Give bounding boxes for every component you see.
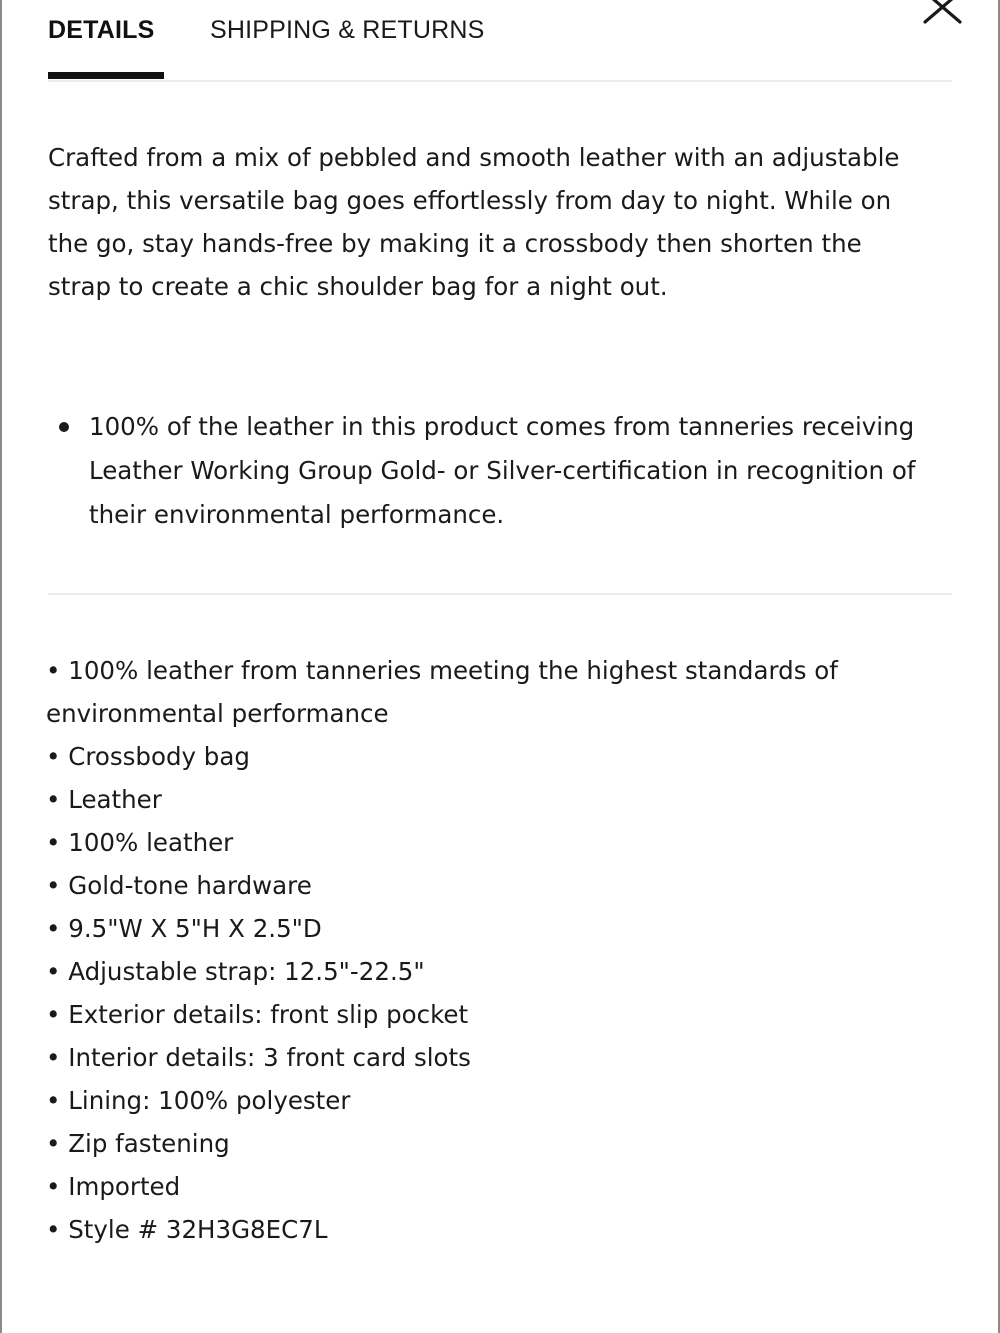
bullet-icon [59, 422, 69, 432]
spec-item: • Exterior details: front slip pocket [46, 1000, 469, 1029]
highlight-text: 100% of the leather in this product comes from tanneries receiving Leather Working Group Gold- or Silver-certification in recognition of their environmental performance. [89, 412, 916, 529]
tab-shipping-returns[interactable]: SHIPPING & RETURNS [210, 16, 485, 44]
spec-item: • Crossbody bag [46, 742, 250, 771]
spec-item: • Gold-tone hardware [46, 871, 312, 900]
product-description: Crafted from a mix of pebbled and smooth leather with an adjustable strap, this versatile bag goes effortlessly from day to night. While on the go, stay hands-free by making it a crossbody then shorten the strap to create a chic shoulder bag for a night out. [48, 143, 900, 301]
specs-list [46, 649, 926, 1251]
list-item [48, 405, 948, 537]
left-frame-border [0, 0, 2, 1333]
tabs-divider [48, 80, 952, 82]
active-tab-indicator [48, 72, 164, 79]
tab-bar [48, 0, 952, 82]
spec-item: • Lining: 100% polyester [46, 1086, 351, 1115]
spec-item: • Imported [46, 1172, 181, 1201]
spec-item: • 9.5"W X 5"H X 2.5"D [46, 914, 322, 943]
spec-item: • Leather [46, 785, 162, 814]
tab-details[interactable]: DETAILS [48, 16, 155, 44]
spec-item: • 100% leather from tanneries meeting the highest standards of environmental performance [46, 656, 838, 728]
spec-item: • Adjustable strap: 12.5"-22.5" [46, 957, 425, 986]
spec-item: • Zip fastening [46, 1129, 230, 1158]
section-divider [48, 593, 952, 595]
spec-item: • Interior details: 3 front card slots [46, 1043, 471, 1072]
spec-item: • 100% leather [46, 828, 234, 857]
spec-item: • Style # 32H3G8EC7L [46, 1215, 328, 1244]
highlights-list [48, 405, 948, 537]
